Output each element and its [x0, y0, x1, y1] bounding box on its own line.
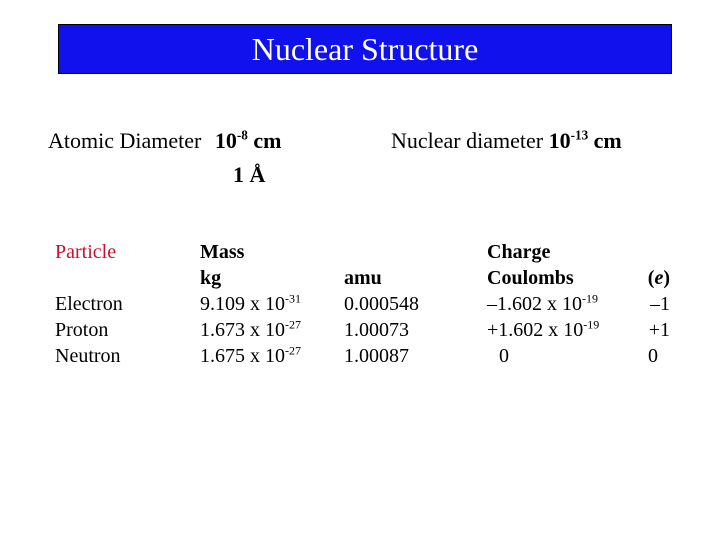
amu-header: amu	[344, 267, 382, 289]
particle-column	[55, 239, 123, 369]
charge-column	[487, 239, 599, 369]
nuclear-diameter-value	[549, 128, 589, 153]
nuclear-diameter-exponent: -13	[570, 127, 589, 143]
atomic-diameter-exponent: -8	[236, 127, 248, 143]
atomic-diameter-label: Atomic Diameter	[48, 128, 202, 153]
mass-kg-neutron: 1.675 x $10^{-27}$	[200, 343, 301, 367]
nuclear-diameter-unit: cm	[593, 128, 622, 153]
page-title: Nuclear Structure	[251, 31, 479, 67]
charge-e-electron: –1	[650, 293, 670, 315]
mass-kg-electron: 9.109 x $10^{-31}$	[200, 291, 301, 315]
atomic-diameter-line	[48, 127, 282, 153]
charge-e-column	[630, 265, 670, 369]
charge-neutron: 0	[499, 345, 509, 367]
kg-header: kg	[200, 267, 222, 289]
title-banner	[58, 24, 672, 74]
mass-amu-neutron: 1.00087	[344, 345, 409, 367]
charge-e-neutron: 0	[648, 345, 658, 367]
atomic-diameter-value	[215, 128, 248, 153]
nuclear-diameter-base: 10	[548, 128, 571, 153]
mass-amu-electron: 0.000548	[344, 293, 419, 315]
particle-header: Particle	[55, 241, 117, 263]
mass-kg-column	[200, 239, 301, 369]
coulombs-header: Coulombs	[487, 267, 574, 289]
atomic-diameter-base: 10	[214, 128, 237, 153]
particle-neutron: Neutron	[55, 345, 121, 367]
atomic-diameter-unit: cm	[253, 128, 282, 153]
mass-amu-proton: 1.00073	[344, 319, 409, 341]
mass-amu-column	[344, 265, 419, 369]
charge-proton: +1.602 x $10^{-19}$	[487, 317, 600, 341]
mass-header: Mass	[200, 241, 245, 263]
particle-proton: Proton	[55, 319, 109, 341]
charge-e-proton: +1	[648, 319, 670, 341]
angstrom-value: 1 Å	[233, 162, 266, 187]
nuclear-diameter-line	[391, 127, 622, 153]
e-header: (e)	[647, 267, 670, 289]
charge-header: Charge	[487, 241, 551, 263]
particle-electron: Electron	[55, 293, 123, 315]
mass-kg-proton: 1.673 x $10^{-27}$	[200, 317, 301, 341]
nuclear-diameter-label: Nuclear diameter	[391, 128, 544, 153]
charge-electron: –1.602 x $10^{-19}$	[487, 291, 598, 315]
